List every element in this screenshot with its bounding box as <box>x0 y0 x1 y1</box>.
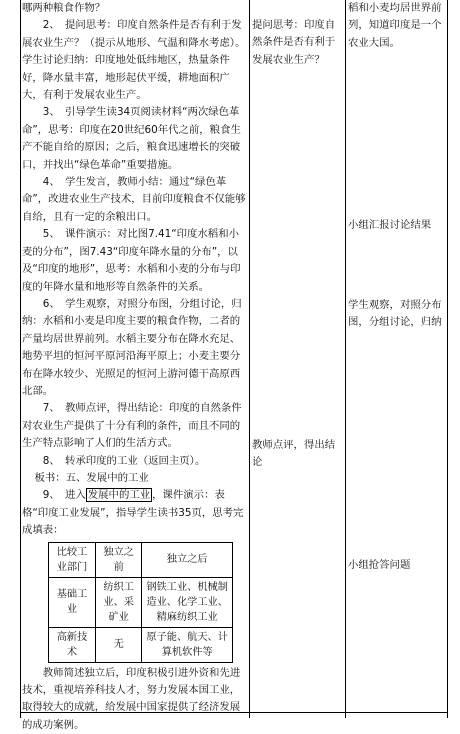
student-activity-1: 稻和小麦均居世界前列，知道印度是一个农业大国。 <box>348 2 442 49</box>
student-activity-2: 小组汇报讨论结果 <box>348 219 432 231</box>
step-3: 3、 引导学生读34页阅读材料“两次绿色革命”，思考：印度在20世纪60年代之前，粮食生产不能自给的原因；之后，粮食迅速增长的突破口，并找出“绿色革命”重要措施。 <box>22 106 241 171</box>
industry-comparison-table <box>48 542 233 663</box>
step-9-prefix: 9、 进入 <box>42 489 86 502</box>
column-divider-1 <box>249 0 250 718</box>
table-cell: 钢铁工业、机械制造业、化学工业、精麻纺织工业 <box>142 577 233 627</box>
step-5: 5、 课件演示：对比图7.41“印度水稻和小麦的分布”，图7.43“印度年降水量的分布”，以及“印度的地形”，思考：水稻和小麦的分布与印度的年降水量和地形等自然条件的关系。 <box>22 228 241 293</box>
step-7: 7、 教师点评，得出结论：印度的自然条件对农业生产提供了十分有利的条件，而且不同的生产特点影响了人们的生活方式。 <box>22 402 242 450</box>
lesson-plan-table <box>20 0 448 731</box>
step-4: 4、 学生发言，教师小结：通过“绿色革命”，改进农业生产技术，目前印度粮食不仅能够自给，且有一定的余粮出口。 <box>22 176 246 223</box>
step-8: 8、 转承印度的工业（返回主页）。 <box>42 454 206 467</box>
table-row <box>49 577 233 627</box>
student-activity-3: 学生观察，对照分布图，分组讨论，归纳 <box>348 299 442 329</box>
closing-paragraph: 教师简述独立后，印度积极引进外资和先进技术，重视培养科技人才，努力发展本国工业，取得较大的成就，给发展中国家提供了经济发展的成功案例。 <box>22 666 241 731</box>
student-activity-4: 小组抢答问题 <box>348 559 411 571</box>
teacher-activity-2: 教师点评，得出结论 <box>252 439 336 469</box>
step-9-suffix: ，课件演示：表格“印度工业发展”，指导学生读书35页，思考完成填表： <box>22 489 244 537</box>
table-header-row <box>49 542 233 577</box>
table-border-left <box>20 0 21 718</box>
table-row <box>49 627 233 662</box>
table-cell: 高新技术 <box>49 627 96 662</box>
table-border-right <box>447 0 448 718</box>
table-cell: 原子能、航天、计算机软件等 <box>142 627 233 662</box>
step-6: 6、 学生观察，对照分布图，分组讨论，归纳：水稻和小麦是印度主要的粮食作物，二者的产量均居世界前列。水稻主要分布在降水充足、地势平坦的恒河平原河沿海平原上；小麦主要分布在降水较少、光照足的恒河上游河德干高原西北部。 <box>22 297 242 397</box>
table-cell: 基础工业 <box>49 577 96 627</box>
header-cell: 独立之前 <box>96 542 142 577</box>
teacher-activity-1: 提问思考：印度自然条件是否有利于发展农业生产？ <box>252 19 336 66</box>
top-fragment: 哪两种粮食作物？ <box>22 2 106 14</box>
industry-link[interactable]: 发展中的工业 <box>87 489 151 502</box>
step-9 <box>22 487 247 539</box>
table-cell: 纺织工业、采矿业 <box>96 577 142 627</box>
header-cell: 独立之后 <box>142 542 233 577</box>
board-note: 板书：五、发展中的工业 <box>34 471 149 484</box>
column-divider-2 <box>345 0 346 718</box>
table-cell: 无 <box>96 627 142 662</box>
header-cell: 比较工业部门 <box>49 542 96 577</box>
step-2: 2、 提问思考：印度自然条件是否有利于发展农业生产？（提示从地形、气温和降水考虑）。学生讨论归纳：印度地处低纬地区，热量条件好，降水量丰富，地形起伏平缓，耕地面积广大，有利于发展农业生产。 <box>22 19 246 102</box>
teaching-process-column <box>22 0 247 734</box>
